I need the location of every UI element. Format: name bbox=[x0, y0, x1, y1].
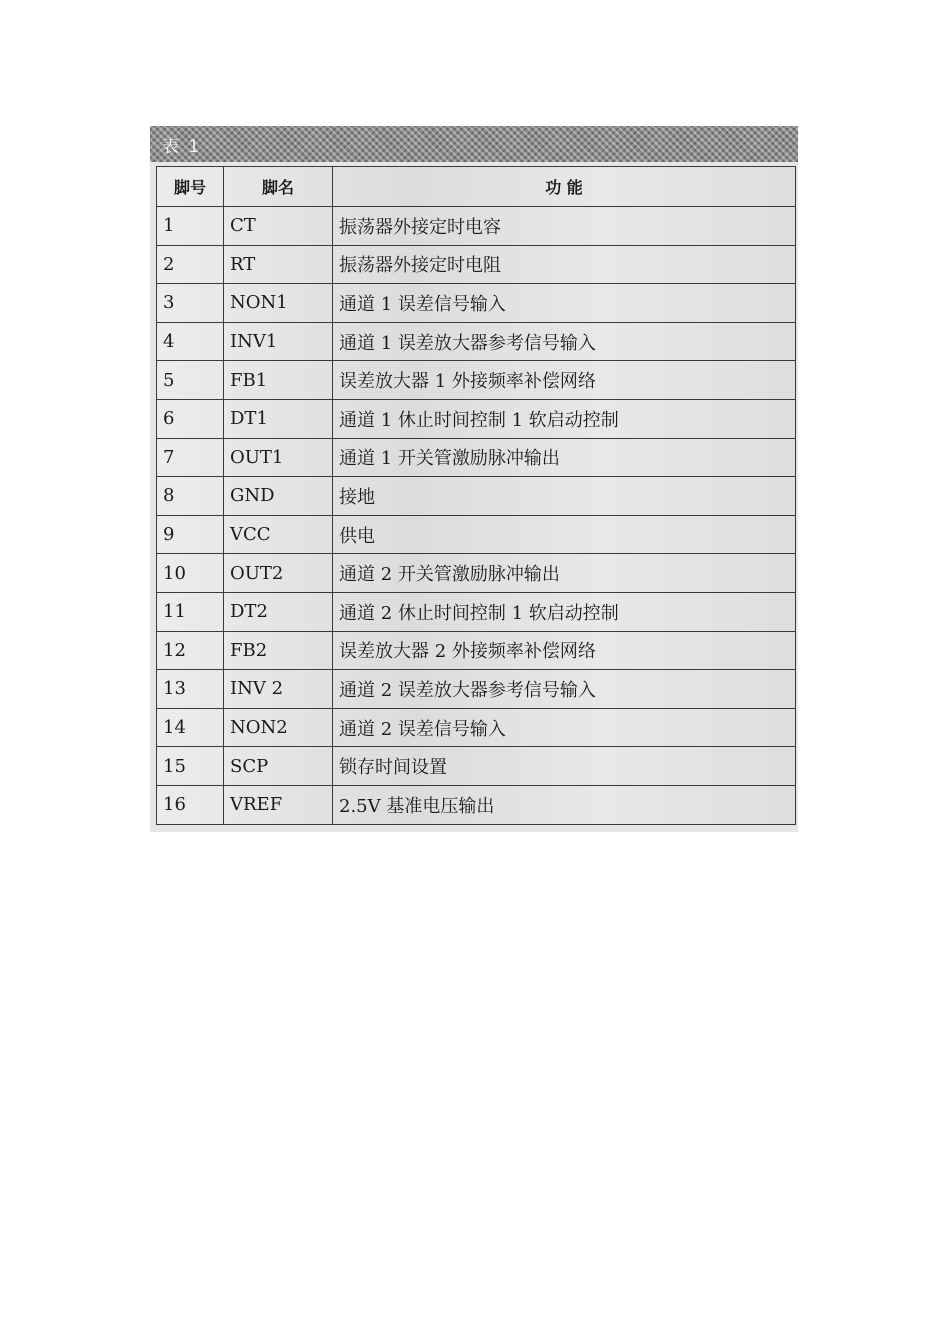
table-row bbox=[157, 477, 796, 516]
table-row bbox=[157, 438, 796, 477]
table-row bbox=[157, 708, 796, 747]
pin-name: OUT2 bbox=[224, 554, 333, 593]
pin-function: 振荡器外接定时电容 bbox=[333, 207, 796, 246]
pin-name: NON2 bbox=[224, 708, 333, 747]
pin-function: 通道 1 误差信号输入 bbox=[333, 284, 796, 323]
pin-number: 14 bbox=[157, 708, 224, 747]
table-row bbox=[157, 399, 796, 438]
table-row bbox=[157, 554, 796, 593]
table-header-row bbox=[157, 167, 796, 207]
pin-number: 10 bbox=[157, 554, 224, 593]
pin-number: 5 bbox=[157, 361, 224, 400]
pin-name: RT bbox=[224, 245, 333, 284]
table-row bbox=[157, 361, 796, 400]
pin-number: 4 bbox=[157, 322, 224, 361]
pin-function: 误差放大器 1 外接频率补偿网络 bbox=[333, 361, 796, 400]
pin-name: CT bbox=[224, 207, 333, 246]
table-row bbox=[157, 670, 796, 709]
pin-number: 1 bbox=[157, 207, 224, 246]
pin-function: 供电 bbox=[333, 515, 796, 554]
pin-name: SCP bbox=[224, 747, 333, 786]
pin-function: 通道 1 休止时间控制 1 软启动控制 bbox=[333, 399, 796, 438]
table-row bbox=[157, 322, 796, 361]
header-function: 功 能 bbox=[333, 167, 796, 207]
pin-name: FB2 bbox=[224, 631, 333, 670]
scanned-table-image bbox=[150, 126, 798, 832]
table-row bbox=[157, 631, 796, 670]
pin-function: 接地 bbox=[333, 477, 796, 516]
pin-name: FB1 bbox=[224, 361, 333, 400]
table-row bbox=[157, 207, 796, 246]
pin-number: 8 bbox=[157, 477, 224, 516]
table-row bbox=[157, 785, 796, 824]
pin-function: 通道 2 开关管激励脉冲输出 bbox=[333, 554, 796, 593]
pin-function: 振荡器外接定时电阻 bbox=[333, 245, 796, 284]
pin-function: 通道 1 误差放大器参考信号输入 bbox=[333, 322, 796, 361]
pin-number: 13 bbox=[157, 670, 224, 709]
pin-number: 11 bbox=[157, 592, 224, 631]
pin-number: 16 bbox=[157, 785, 224, 824]
pin-function: 通道 2 误差信号输入 bbox=[333, 708, 796, 747]
pin-function: 锁存时间设置 bbox=[333, 747, 796, 786]
pin-function: 通道 1 开关管激励脉冲输出 bbox=[333, 438, 796, 477]
pin-name: VCC bbox=[224, 515, 333, 554]
pin-number: 15 bbox=[157, 747, 224, 786]
header-pin-number: 脚号 bbox=[157, 167, 224, 207]
table-row bbox=[157, 592, 796, 631]
pin-function: 通道 2 误差放大器参考信号输入 bbox=[333, 670, 796, 709]
table-caption: 表 1 bbox=[162, 137, 202, 157]
pin-number: 9 bbox=[157, 515, 224, 554]
pin-number: 7 bbox=[157, 438, 224, 477]
table-banner bbox=[150, 126, 798, 162]
table-row bbox=[157, 515, 796, 554]
pin-name: DT1 bbox=[224, 399, 333, 438]
table-row bbox=[157, 284, 796, 323]
pin-name: INV 2 bbox=[224, 670, 333, 709]
pin-number: 2 bbox=[157, 245, 224, 284]
pin-name: VREF bbox=[224, 785, 333, 824]
pin-name: GND bbox=[224, 477, 333, 516]
pin-name: INV1 bbox=[224, 322, 333, 361]
pin-number: 6 bbox=[157, 399, 224, 438]
header-pin-name: 脚名 bbox=[224, 167, 333, 207]
pin-name: OUT1 bbox=[224, 438, 333, 477]
pin-function-table bbox=[156, 166, 796, 825]
table-row bbox=[157, 245, 796, 284]
pin-name: NON1 bbox=[224, 284, 333, 323]
pin-function: 2.5V 基准电压输出 bbox=[333, 785, 796, 824]
pin-function: 误差放大器 2 外接频率补偿网络 bbox=[333, 631, 796, 670]
pin-number: 12 bbox=[157, 631, 224, 670]
pin-function: 通道 2 休止时间控制 1 软启动控制 bbox=[333, 592, 796, 631]
pin-name: DT2 bbox=[224, 592, 333, 631]
table-row bbox=[157, 747, 796, 786]
pin-number: 3 bbox=[157, 284, 224, 323]
